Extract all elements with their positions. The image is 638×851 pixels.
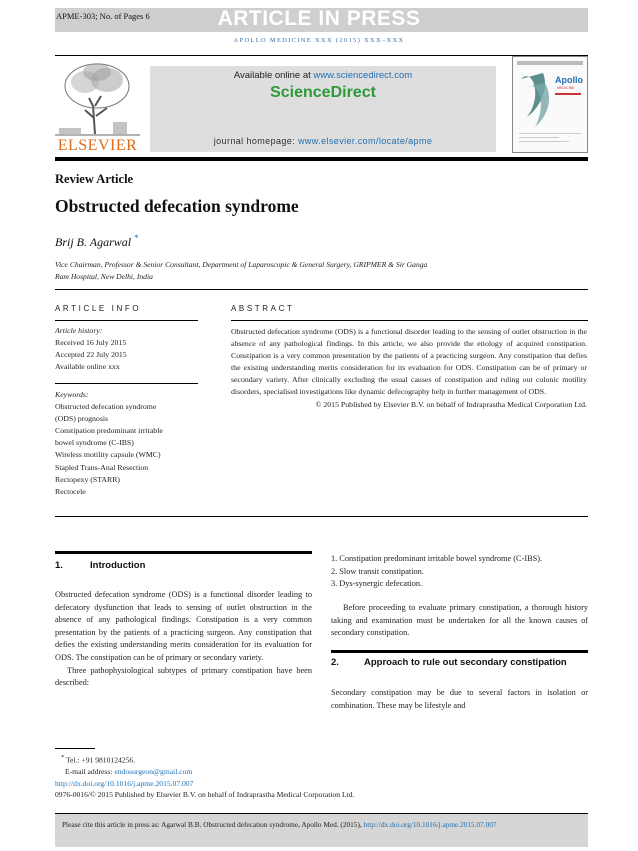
section1-title: Introduction xyxy=(90,560,146,571)
section2-title: Approach to rule out secondary constipation xyxy=(364,657,567,668)
footnote-tel xyxy=(55,752,455,766)
affiliation xyxy=(55,259,505,282)
history-label: Article history: xyxy=(55,326,103,335)
list-item: 3. Dys-synergic defecation. xyxy=(331,579,423,589)
author xyxy=(55,233,139,250)
cover-subtitle: MEDICINE xyxy=(557,86,575,90)
banner-title: ARTICLE IN PRESS xyxy=(217,7,421,30)
masthead-thick-rule xyxy=(55,157,588,161)
header-rule xyxy=(55,55,588,56)
paragraph: Three pathophysiological subtypes of primary constipation have been described: xyxy=(55,665,312,688)
sciencedirect-logo: ScienceDirect xyxy=(270,84,376,101)
homepage-prefix: journal homepage: xyxy=(213,136,298,146)
keyword: Wireless motility capsule (WMC) xyxy=(55,450,161,460)
info-divider xyxy=(55,289,588,290)
list-item: 2. Slow transit constipation. xyxy=(331,566,424,576)
list-item: 1. Constipation predominant irritable bowel syndrome (C-IBS). xyxy=(331,554,543,563)
section2-body xyxy=(331,687,588,712)
doi-link[interactable]: http://dx.doi.org/10.1016/j.apme.2015.07.007 xyxy=(55,778,194,788)
abstract-body xyxy=(231,326,587,411)
keyword: Rectopexy (STARR) xyxy=(55,474,120,484)
history-item: Accepted 22 July 2015 xyxy=(55,350,127,360)
issn-line: 0976-0016/© 2015 Published by Elsevier B.V. on behalf of Indraprastha Medical Corporation Ltd. xyxy=(55,790,355,800)
elsevier-wordmark: ELSEVIER xyxy=(57,137,138,154)
keywords-rule xyxy=(55,383,198,384)
paragraph: Secondary constipation may be due to several factors in isolation or combination. These may be lifestyle and xyxy=(331,688,588,710)
author-footnote-mark[interactable]: * xyxy=(134,233,139,243)
footnote-mark: * xyxy=(61,754,65,761)
cover-art-icon xyxy=(513,57,587,152)
footnotes xyxy=(55,752,455,801)
paragraph: Obstructed defecation syndrome (ODS) is a functional disorder leading to defecatory dysfunction that leads to sensing of outlet obstruction in the absence of any pathological findings. Constipation is a very common presentation by the patients of a practicing surgeon. Any constipation that defies the existing understanding merits consideration for its evaluation for ODS. The constipation can be of primary or secondary variety. xyxy=(55,590,312,662)
journal-running-head: APOLLO MEDICINE XXX (2015) XXX–XXX xyxy=(233,37,405,44)
keyword: (ODS) prognosis xyxy=(55,414,109,424)
affiliation-line: Ram Hospital, New Delhi, India xyxy=(55,271,153,281)
citation xyxy=(62,819,582,830)
homepage-link[interactable]: www.elsevier.com/locate/apme xyxy=(298,136,433,146)
right-paragraph xyxy=(331,602,588,640)
abstract-text: Obstructed defecation syndrome (ODS) is a functional disorder leading to the sensing of outlet obstruction in the absence of any pathological findings. In this article, we also provide the etiology of acquired constipation. Constipation is a very common presentation by the patients of a practicing surgeon. Any constipation that defies the existing understanding merits consideration for its evaluation for ODS. Constipation can be of primary or secondary variety. After clinically excluding the usual causes of constipation and ruling out colonic motility disorders, specialised investigations like dynamic defecography help in further management of ODS. xyxy=(231,327,587,397)
history-item: Received 16 July 2015 xyxy=(55,338,127,348)
abstract-bottom-rule xyxy=(55,516,588,517)
keyword: Obstructed defecation syndrome xyxy=(55,402,157,412)
journal-cover-thumbnail xyxy=(512,56,588,153)
keyword: Rectocele xyxy=(55,486,86,496)
author-name: Brij B. Agarwal xyxy=(55,235,132,249)
section2-number: 2. xyxy=(331,657,339,668)
pages-reference: APME-303; No. of Pages 6 xyxy=(56,11,150,21)
keywords xyxy=(55,389,205,498)
email-link[interactable]: endosurgeon@gmail.com xyxy=(114,767,193,777)
email-label: E-mail address: xyxy=(65,767,115,777)
article-type: Review Article xyxy=(55,172,134,186)
journal-homepage xyxy=(150,136,496,146)
keyword: bowel syndrome (C-IBS) xyxy=(55,438,134,448)
citation-text: Please cite this article in press as: Agarwal B.B. Obstructed defecation syndrome, Apollo Med. (2015), xyxy=(62,820,364,829)
section1-number: 1. xyxy=(55,560,63,571)
section1-rule xyxy=(55,551,312,554)
article-info-rule xyxy=(55,320,198,321)
keywords-label: Keywords: xyxy=(55,390,89,399)
subtype-list xyxy=(331,553,588,591)
section1-body xyxy=(55,589,312,690)
affiliation-line: Vice Chairman, Professor & Senior Consultant, Department of Laparoscopic & General Surgery, GRIPMER & Sir Ganga xyxy=(55,260,428,269)
elsevier-tree-icon xyxy=(55,58,140,138)
tel: Tel.: +91 9810124256. xyxy=(65,755,136,765)
available-prefix: Available online at xyxy=(233,70,314,81)
article-history xyxy=(55,325,200,373)
paragraph: Before proceeding to evaluate primary constipation, a thorough history taking and examination must be undertaken for all the known causes of secondary constipation. xyxy=(331,603,588,638)
section2-rule xyxy=(331,650,588,653)
abstract-copyright: © 2015 Published by Elsevier B.V. on behalf of Indraprastha Medical Corporation Ltd. xyxy=(315,399,587,409)
footnote-rule xyxy=(55,748,95,749)
keyword: Stapled Trans-Anal Resection xyxy=(55,462,149,472)
footnote-email xyxy=(55,766,455,778)
sciencedirect-link[interactable]: www.sciencedirect.com xyxy=(313,70,413,81)
abstract-heading: ABSTRACT xyxy=(231,304,295,313)
citation-doi-link[interactable]: http://dx.doi.org/10.1016/j.apme.2015.07.007 xyxy=(363,820,497,829)
keyword: Constipation predominant irritable xyxy=(55,426,163,436)
cover-title: Apollo xyxy=(555,75,583,85)
available-online xyxy=(150,70,496,81)
article-title: Obstructed defecation syndrome xyxy=(55,196,299,216)
abstract-rule xyxy=(231,320,588,321)
article-info-heading: ARTICLE INFO xyxy=(55,304,142,313)
history-item: Available online xxx xyxy=(55,362,120,372)
